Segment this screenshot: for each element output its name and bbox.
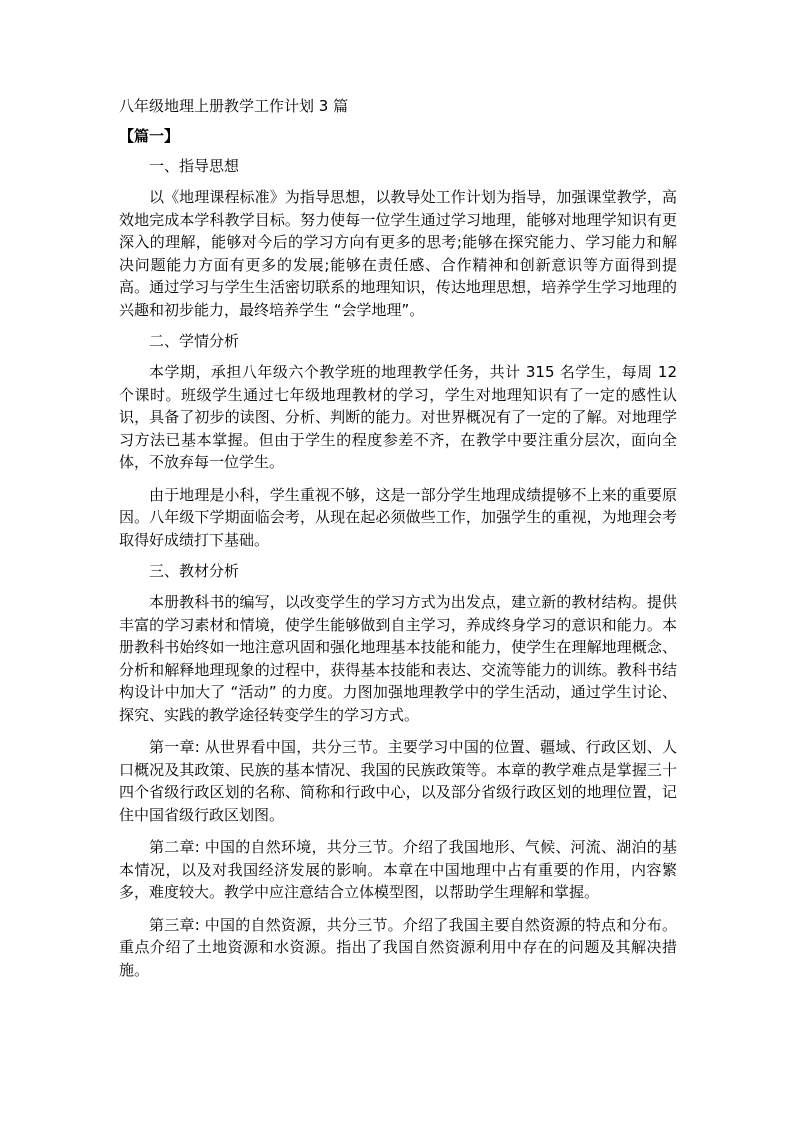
- section-textbook-analysis: [119, 561, 677, 981]
- section-guiding-ideology: [119, 156, 677, 321]
- section-heading: 一、指导思想: [149, 157, 240, 175]
- paragraph: 由于地理是小科，学生重视不够，这是一部分学生地理成绩提够不上来的重要原因。八年级下学期面临会考，从现在起必须做些工作，加强学生的重视，为地理会考取得好成绩打下基础。: [119, 485, 677, 549]
- paragraph: 第一章: 从世界看中国，共分三节。主要学习中国的位置、疆域、行政区划、人口概况及其政策、民族的基本情况、我国的民族政策等。本章的教学难点是掌握三十四个省级行政区划的名称、简称和行政中心，以及部分省级行政区划的地理位置，记住中国省级行政区划图。: [119, 738, 677, 824]
- paragraph: 第二章: 中国的自然环境，共分三节。介绍了我国地形、气候、河流、湖泊的基本情况，以及对我国经济发展的影响。本章在中国地理中占有重要的作用，内容繁多，难度较大。教学中应注意结合立体模型图，以帮助学生理解和掌握。: [119, 838, 677, 901]
- paragraph: 第三章: 中国的自然资源，共分三节。介绍了我国主要自然资源的特点和分布。重点介绍了土地资源和水资源。指出了我国自然资源利用中存在的问题及其解决措施。: [119, 915, 677, 979]
- section-heading: 二、学情分析: [149, 332, 240, 350]
- document-body: [119, 96, 677, 991]
- paragraph: 本册教科书的编写，以改变学生的学习方式为出发点，建立新的教材结构。提供丰富的学习素材和情境，使学生能够做到自主学习，养成终身学习的意识和能力。本册教科书始终如一地注意巩固和强化地理基本技能和能力，使学生在理解地理概念、分析和解释地理现象的过程中，获得基本技能和表达、交流等能力的训练。教科书结构设计中加大了 “活动” 的力度。力图加强地理教学中的学生活动，通过学生讨论、探究、实践的教学途径转变学生的学习方式。: [119, 593, 677, 724]
- part-label: 【篇一】: [119, 127, 180, 145]
- section-student-analysis: [119, 331, 677, 551]
- paragraph: 以《地理课程标准》为指导思想，以教导处工作计划为指导，加强课堂教学，高效地完成本学科教学目标。努力使每一位学生通过学习地理，能够对地理学知识有更深入的理解，能够对今后的学习方向有更多的思考;能够在探究能力、学习能力和解决问题能力方面有更多的发展;能够在责任感、合作精神和创新意识等方面得到提高。通过学习与学生生活密切联系的地理知识，传达地理思想，培养学生学习地理的兴趣和初步能力，最终培养学生 “会学地理”。: [119, 188, 677, 319]
- section-heading: 三、教材分析: [149, 562, 240, 580]
- paragraph: 本学期，承担八年级六个教学班的地理教学任务，共计 315 名学生，每周 12 个课时。班级学生通过七年级地理教材的学习，学生对地理知识有了一定的感性认识，具备了初步的读图、分析、判断的能力。对世界概况有了一定的了解。对地理学习方法已基本掌握。但由于学生的程度参差不齐，在教学中要注重分层次，面向全体，不放弃每一位学生。: [119, 363, 677, 471]
- document-title: 八年级地理上册教学工作计划 3 篇: [119, 97, 349, 115]
